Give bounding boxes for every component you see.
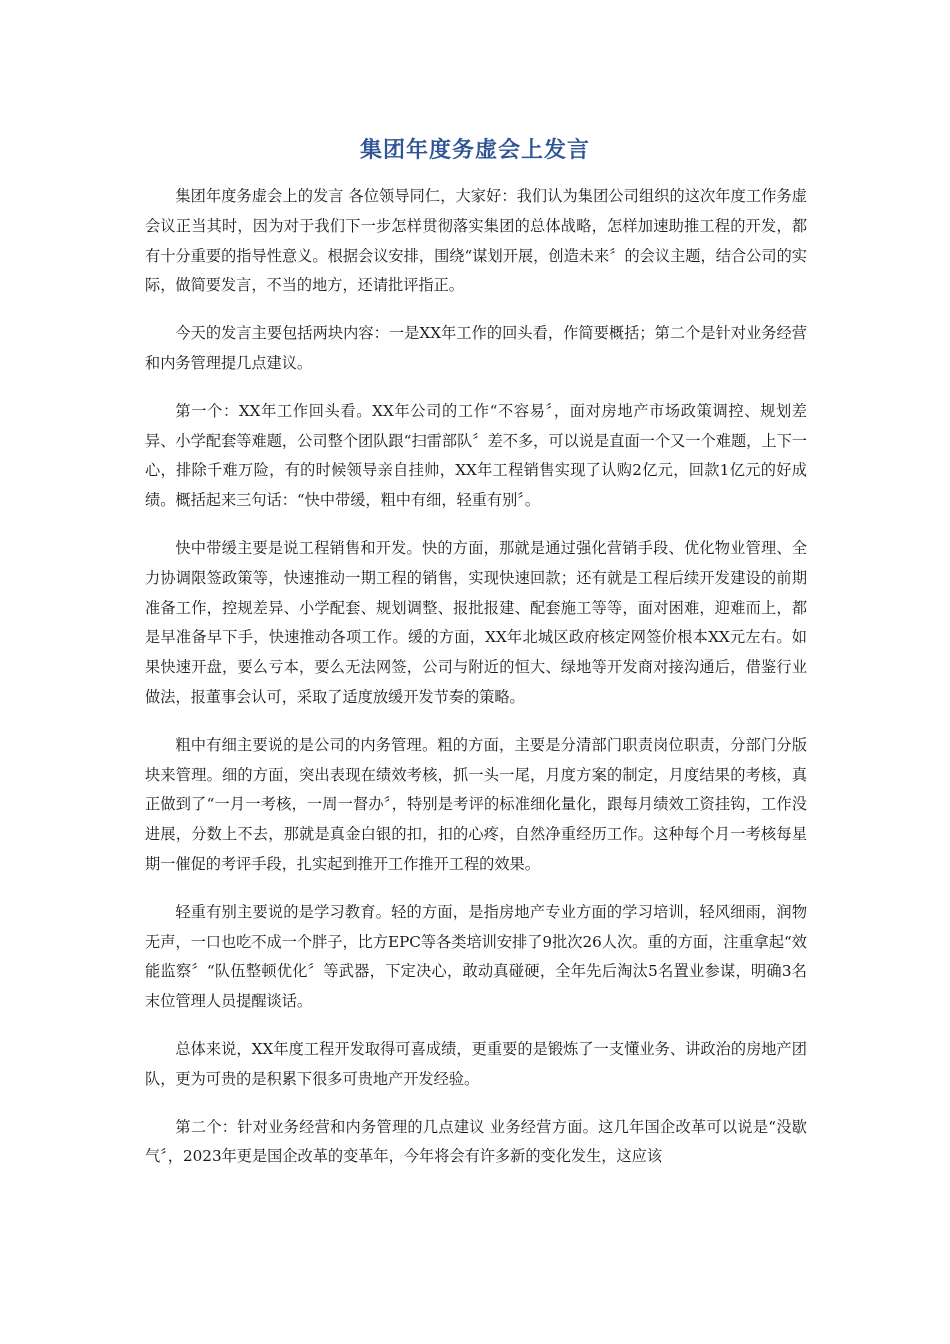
paragraph: 粗中有细主要说的是公司的内务管理。粗的方面，主要是分清部门职责岗位职责，分部门分版块来管理。细的方面，突出表现在绩效考核，抓一头一尾，月度方案的制定，月度结果的考核，真正做到了“一月一考核，一周一督办〞，特别是考评的标准细化量化，跟每月绩效工资挂钩，工作没进展，分数上不去，那就是真金白银的扣，扣的心疼，自然净重经历工作。这种每个月一考核每星期一催促的考评手段，扎实起到推开工作推开工程的效果。 [145,735,807,873]
paragraph: 第一个：XX年工作回头看。XX年公司的工作“不容易〞，面对房地产市场政策调控、规划差异、小学配套等难题，公司整个团队跟“扫雷部队〞差不多，可以说是直面一个又一个难题，上下一心，排除千难万险，有的时候领导亲自挂帅，XX年工程销售实现了认购2亿元，回款1亿元的好成绩。概括起来三句话：“快中带缓，粗中有细，轻重有别〞。 [145,401,807,510]
document-body [145,182,807,1190]
paragraph: 集团年度务虚会上的发言 各位领导同仁，大家好：我们认为集团公司组织的这次年度工作务虚会议正当其时，因为对于我们下一步怎样贯彻落实集团的总体战略，怎样加速助推工程的开发，都有十分重要的指导性意义。根据会议安排，围绕“谋划开展，创造未来〞的会议主题，结合公司的实际，做简要发言，不当的地方，还请批评指正。 [145,187,807,295]
paragraph: 第二个：针对业务经营和内务管理的几点建议 业务经营方面。这几年国企改革可以说是“没歇气〞，2023年更是国企改革的变革年，今年将会有许多新的变化发生，这应该 [145,1117,807,1166]
paragraph: 今天的发言主要包括两块内容：一是XX年工作的回头看，作简要概括；第二个是针对业务经营和内务管理提几点建议。 [145,324,807,372]
paragraph: 轻重有别主要说的是学习教育。轻的方面，是指房地产专业方面的学习培训，轻风细雨，润物无声，一口也吃不成一个胖子，比方EPC等各类培训安排了9批次26人次。重的方面，注重拿起“效能监察〞“队伍整顿优化〞等武器，下定决心，敢动真碰硬，全年先后淘汰5名置业参谋，明确3名末位管理人员提醒谈话。 [145,902,807,1011]
paragraph: 总体来说，XX年度工程开发取得可喜成绩，更重要的是锻炼了一支懂业务、讲政治的房地产团队，更为可贵的是积累下很多可贵地产开发经验。 [145,1039,807,1088]
document-title: 集团年度务虚会上发言 [359,138,590,163]
paragraph: 快中带缓主要是说工程销售和开发。快的方面，那就是通过强化营销手段、优化物业管理、全力协调限签政策等，快速推动一期工程的销售，实现快速回款；还有就是工程后续开发建设的前期准备工作，控规差异、小学配套、规划调整、报批报建、配套施工等等，面对困难，迎难而上，都是早准备早下手，快速推动各项工作。缓的方面，XX年北城区政府核定网签价根本XX元左右。如果快速开盘，要么亏本，要么无法网签，公司与附近的恒大、绿地等开发商对接沟通后，借鉴行业做法，报董事会认可，采取了适度放缓开发节奏的策略。 [145,538,807,706]
